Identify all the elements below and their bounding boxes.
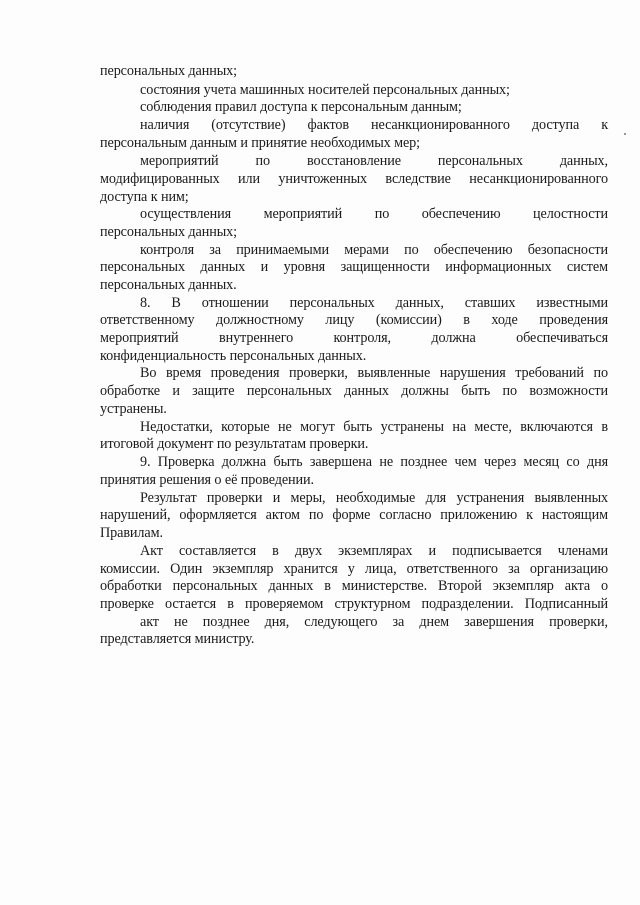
text-line: наличия (отсутствие) фактов несанкционированного доступа к [140, 117, 608, 133]
text-line: персональных данных. [100, 277, 237, 293]
text-line: соблюдения правил доступа к персональным данным; [140, 99, 462, 115]
text-line: персональных данных; [100, 63, 237, 79]
text-line: проверке остается в проверяемом структурном подразделении. Подписанный [100, 596, 608, 612]
text-line: персональных данных и уровня защищенности информационных систем [100, 259, 608, 275]
text-line: Результат проверки и меры, необходимые для устранения выявленных [140, 490, 608, 506]
text-line: комиссии. Один экземпляр хранится у лица, ответственного за организацию [100, 561, 608, 577]
text-line: мероприятий внутреннего контроля, должна обеспечиваться [100, 330, 608, 346]
text-line: персональным данным и принятие необходимых мер; [100, 135, 420, 151]
text-line: итоговой документ по результатам проверки. [100, 436, 369, 452]
text-line: 9. Проверка должна быть завершена не позднее чем через месяц со дня [140, 454, 608, 470]
text-line: 8. В отношении персональных данных, ставших известными [140, 295, 608, 311]
scan-speck [624, 133, 626, 135]
text-line: Во время проведения проверки, выявленные нарушения требований по [140, 365, 608, 381]
text-line: персональных данных; [100, 224, 237, 240]
text-line: акт не позднее дня, следующего за днем завершения проверки, [140, 614, 608, 630]
text-line: ответственному должностному лицу (комиссии) в ходе проведения [100, 312, 608, 328]
text-line: обработке и защите персональных данных должны быть по возможности [100, 383, 608, 399]
text-line: контроля за принимаемыми мерами по обеспечению безопасности [140, 242, 608, 258]
text-line: Недостатки, которые не могут быть устранены на месте, включаются в [140, 419, 608, 435]
text-line: принятия решения о её проведении. [100, 472, 314, 488]
text-line: представляется министру. [100, 631, 255, 647]
text-line: мероприятий по восстановление персональных данных, [140, 153, 608, 169]
text-line: Правилам. [100, 525, 163, 541]
text-line: устранены. [100, 401, 167, 417]
text-line: нарушений, оформляется актом по форме согласно приложению к настоящим [100, 507, 608, 523]
text-line: состояния учета машинных носителей персональных данных; [140, 82, 510, 98]
text-line: конфиденциальность персональных данных. [100, 348, 367, 364]
text-line: модифицированных или уничтоженных вследствие несанкционированного [100, 171, 608, 187]
text-line: осуществления мероприятий по обеспечению целостности [140, 206, 608, 222]
text-line: Акт составляется в двух экземплярах и подписывается членами [140, 543, 608, 559]
text-line: доступа к ним; [100, 189, 189, 205]
text-line: обработки персональных данных в министерстве. Второй экземпляр акта о [100, 578, 608, 594]
